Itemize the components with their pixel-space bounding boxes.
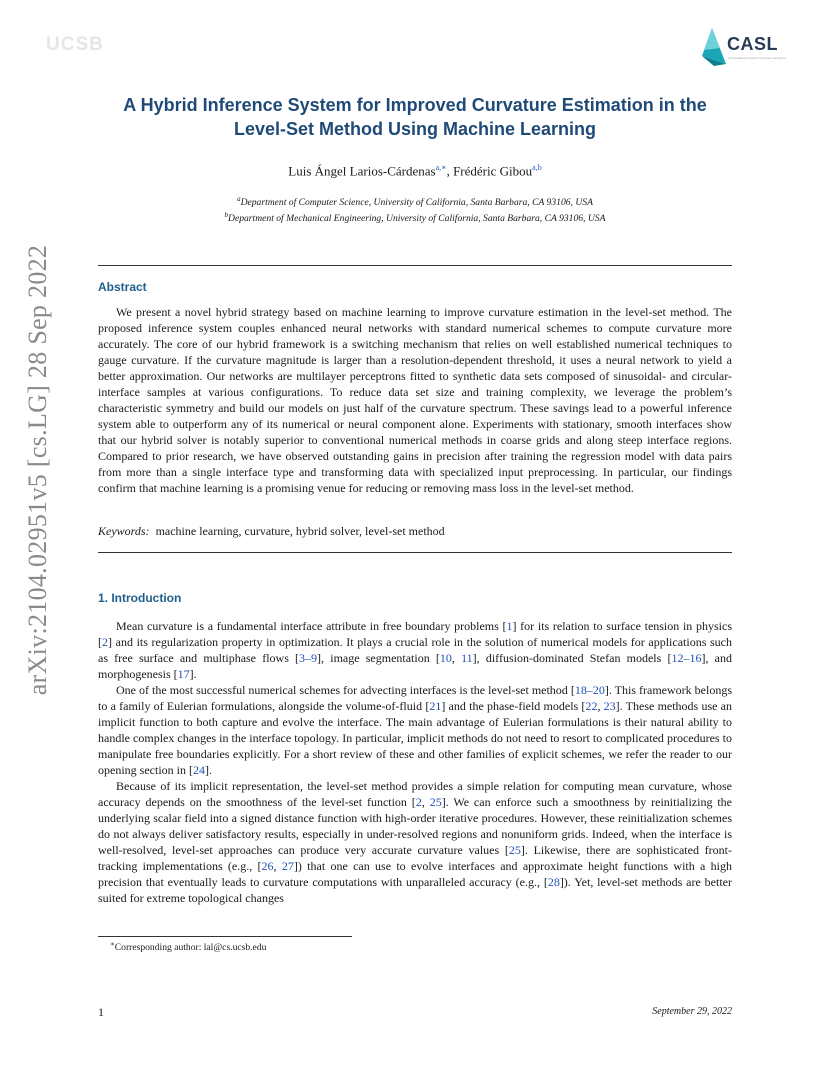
- paragraph-text: ]. Likewise, there are sophisticated front-tracking implementations (e.g., [: [98, 843, 732, 873]
- citation-link[interactable]: 25: [429, 795, 442, 809]
- page-number: 1: [98, 1005, 104, 1019]
- paragraph-text: Mean curvature is a fundamental interface attribute in free boundary problems [: [116, 619, 507, 633]
- keywords-text: machine learning, curvature, hybrid solver, level-set method: [155, 524, 445, 538]
- abstract-bottom-rule: [98, 552, 732, 553]
- casl-logo-text: CASL: [727, 34, 778, 54]
- abstract-text: We present a novel hybrid strategy based on machine learning to improve curvature estimation in the level-set method. The proposed inference system couples enhanced neural networks with standard numerical schemes to compute curvature more accurately. The core of our hybrid framework is a switching mechanism that relies on well established numerical techniques to gauge curvature. If the curvature magnitude is larger than a resolution-dependent threshold, it uses a neural network to yield a better approximation. Our networks are multilayer perceptrons fitted to synthetic data sets composed of sinusoidal- and circular-interface samples at various configurations. To reduce data set size and training complexity, we leverage the problem’s characteristic symmetry and build our models on just half of the curvature spectrum. These savings lead to a powerful inference system able to outperform any of its numerical or neural component alone. Experiments with stationary, smooth interfaces show that our hybrid solver is notably superior to conventional numerical methods in coarse grids and along steep interface regions. Compared to prior research, we have observed outstanding gains in precision after training the regression model with data pairs from more than a single interface type and transforming data with specialized input preprocessing. In particular, our findings confirm that machine learning is a promising venue for reducing or removing mass loss in the level-set method.: [98, 305, 732, 495]
- paragraph-text: ] for its relation to surface tension in physics [: [98, 619, 732, 649]
- title-line-1: A Hybrid Inference System for Improved Curvature Estimation in the: [123, 95, 707, 115]
- casl-logo: [700, 26, 790, 70]
- paragraph-text: ]. This framework belongs to a family of Eulerian formulations, alongside the volume-of-fluid [: [98, 683, 732, 713]
- citation-link[interactable]: 28: [547, 875, 560, 889]
- affiliation-marker: a: [237, 195, 241, 203]
- affiliations: [98, 193, 732, 225]
- paragraph-text: ]). Yet, level-set methods are better suited for extreme topological changes: [98, 875, 732, 905]
- citation-link[interactable]: 23: [603, 699, 616, 713]
- paragraph-text: ]. These methods use an implicit function to both capture and evolve the interface. The main advantage of Eulerian formulations is their natural ability to handle complex changes in the interface topology. In particular, implicit methods do not need to resort to complicated procedures to manipulate free boundaries explicitly. For a short review of these and other families of explicit schemes, we refer the reader to our opening section in [: [98, 699, 733, 777]
- author-list: Luis Ángel Larios-Cárdenas$^{a,∗}$, Frédéric Gibou$^{a,b}$: [288, 163, 542, 179]
- citation-link[interactable]: 21: [429, 699, 442, 713]
- footnote-text: Corresponding author: lal@cs.ucsb.edu: [114, 942, 267, 954]
- citation-link[interactable]: 3–9: [299, 651, 318, 665]
- footnote: [110, 940, 266, 953]
- affiliation-marker: b: [224, 211, 229, 220]
- paragraph-text: ]) that one can use to evolve interfaces and approximate height functions with a high precision that eventually leads to curvature computations with unparalleled accuracy (e.g., [: [98, 859, 733, 889]
- paragraph-text: ,: [273, 859, 282, 873]
- paragraph-text: ,: [451, 651, 462, 665]
- paragraph-text: ] and its regularization property in optimization. It plays a crucial role in the solution of numerical models for applications such as free surface and multiphase flows [: [98, 635, 732, 665]
- affiliation: [98, 193, 732, 209]
- paragraph-text: ], and morphogenesis [: [98, 651, 732, 681]
- citation-link[interactable]: 22: [585, 699, 598, 713]
- introduction-paragraph: [98, 682, 732, 778]
- paragraph-text: ].: [189, 667, 197, 681]
- citation-link[interactable]: 1: [506, 619, 513, 633]
- author-affiliation-marker: a,∗: [435, 163, 447, 172]
- citation-link[interactable]: 17: [177, 667, 190, 681]
- citation-link[interactable]: 2: [415, 795, 422, 809]
- citation-link[interactable]: 18–20: [574, 683, 605, 697]
- citation-link[interactable]: 10: [439, 651, 452, 665]
- paragraph-text: ] and the phase-field models [: [441, 699, 586, 713]
- introduction-heading: 1. Introduction: [98, 591, 182, 605]
- paragraph-text: ], diffusion-dominated Stefan models [: [472, 651, 672, 665]
- arxiv-identifier: arXiv:2104.02951v5 [cs.LG] 28 Sep 2022: [23, 244, 52, 696]
- affiliation-text: Department of Mechanical Engineering, University of California, Santa Barbara, CA 93106, USA: [228, 213, 606, 225]
- citation-link[interactable]: 27: [281, 859, 294, 873]
- abstract-top-rule: [98, 265, 732, 266]
- author-affiliation-marker: a,b: [532, 163, 542, 172]
- citation-link[interactable]: 11: [461, 651, 473, 665]
- page-date: September 29, 2022: [652, 1006, 732, 1017]
- abstract-heading: Abstract: [98, 280, 147, 294]
- paragraph-text: ].: [204, 763, 212, 777]
- affiliation: [98, 209, 732, 225]
- keywords-label: Keywords:: [98, 524, 150, 538]
- abstract-body: [98, 304, 732, 496]
- introduction-paragraph: [98, 618, 732, 682]
- author-name: Luis Ángel Larios-Cárdenas: [288, 163, 436, 179]
- paragraph-text: ,: [597, 699, 604, 713]
- introduction-body: [98, 618, 732, 906]
- keywords: [98, 524, 732, 539]
- casl-logo-mark-icon: [700, 26, 726, 66]
- citation-link[interactable]: 25: [508, 843, 521, 857]
- title-line-2: Level-Set Method Using Machine Learning: [233, 119, 597, 139]
- citation-link[interactable]: 12–16: [671, 651, 702, 665]
- paper-title: [98, 93, 732, 141]
- citation-link[interactable]: 24: [192, 763, 205, 777]
- paragraph-text: One of the most successful numerical schemes for advecting interfaces is the level-set method [: [116, 683, 575, 697]
- citation-link[interactable]: 26: [261, 859, 274, 873]
- author-name: Frédéric Gibou: [453, 163, 533, 179]
- ucsb-watermark: UCSB: [46, 34, 104, 55]
- affiliation-text: Department of Computer Science, University of California, Santa Barbara, CA 93106, USA: [240, 197, 593, 209]
- footnote-marker: ∗: [110, 940, 115, 948]
- citation-link[interactable]: 2: [102, 635, 108, 649]
- paragraph-text: ], image segmentation [: [317, 651, 440, 665]
- footnote-rule: [98, 936, 352, 937]
- casl-logo-subtitle: Computational Applied Sciences Laboratory: [728, 56, 787, 60]
- introduction-paragraph: [98, 778, 732, 906]
- paragraph-text: ,: [421, 795, 430, 809]
- paragraph-text: Because of its implicit representation, the level-set method provides a simple relation for computing mean curvature, whose accuracy depends on the smoothness of the level-set function [: [98, 779, 732, 809]
- paragraph-text: ]. We can enforce such a smoothness by reinitializing the underlying scalar field into a signed distance function with high-order iterative procedures. However, these reinitialization schemes do not always deliver satisfactory results, especially in under-resolved regions and nonuniform grids. Indeed, when the interface is well-resolved, level-set approaches can produce very accurate curvature values [: [98, 795, 733, 857]
